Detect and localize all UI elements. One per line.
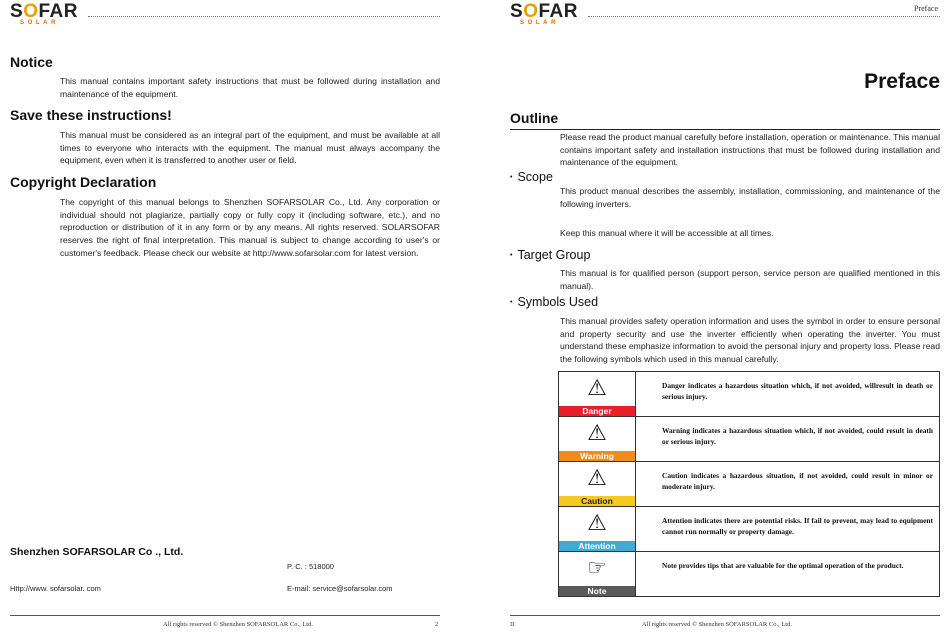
caution-description: Caution indicates a hazardous situation, if not avoided, could result in minor or moderate injury.: [636, 462, 940, 507]
bullet-icon: •: [510, 174, 513, 181]
warning-label: Warning: [559, 451, 635, 461]
danger-symbol: [559, 372, 636, 417]
target-group-heading: • Target Group: [510, 248, 591, 262]
danger-description: Danger indicates a hazardous situation which, if not avoided, willresult in death or serious injury.: [636, 372, 940, 417]
warning-triangle-icon: ⚠: [587, 375, 607, 400]
warning-triangle-icon: ⚠: [587, 465, 607, 490]
save-instructions-heading: Save these instructions!: [10, 107, 172, 123]
symbol-row-warning: [559, 417, 940, 462]
symbol-row-danger: [559, 372, 940, 417]
page-number: 2: [435, 621, 439, 628]
symbols-used-text: This manual provides safety operation information and uses the symbol in order to ensure personal and property security and use the inverter efficiently when operating the inverter. You must understand these emphasize information to avoid the personal injury and property loss. Please read the following symbols which used in this manual carefully.: [560, 316, 940, 365]
outline-text: Please read the product manual carefully before installation, operation or maintenance. This manual contains important safety and installation instructions that must be followed during installation and maintenance of the equipment.: [560, 132, 940, 168]
scope-heading: • Scope: [510, 170, 553, 184]
header-divider: [88, 16, 440, 17]
warning-description: Warning indicates a hazardous situation which, if not avoided, could result in death or serious injury.: [636, 417, 940, 462]
header-divider: [588, 16, 940, 17]
outline-divider: [510, 129, 940, 130]
attention-description: Attention indicates there are potential risks. If fail to prevent, may lead to equipment cannot run normally or property damage.: [636, 507, 940, 552]
warning-triangle-icon: ⚠: [587, 510, 607, 535]
scope-text: This product manual describes the assembly, installation, commissioning, and maintenance of the following inverters.: [560, 186, 940, 209]
postcode: P. C. : 518000: [287, 562, 334, 571]
note-description: Note provides tips that are valuable for the optimal operation of the product.: [636, 552, 940, 597]
attention-label: Attention: [559, 541, 635, 551]
save-instructions-text: This manual must be considered as an integral part of the equipment, and must be available at all times to everyone who interacts with the equipment. The manual must always accompany the equipment, even when it is transferred to another user or field.: [60, 130, 440, 166]
symbols-used-heading: • Symbols Used: [510, 295, 599, 309]
footer-divider: [10, 615, 440, 616]
page-number: II: [510, 621, 515, 628]
footer-text: All rights reserved © Shenzhen SOFARSOLAR Co., Ltd.: [163, 621, 313, 628]
scope-keep-text: Keep this manual where it will be accessible at all times.: [560, 228, 774, 238]
sofar-logo: SOFAR SOLAR: [510, 1, 578, 26]
bullet-icon: •: [510, 252, 513, 259]
warning-triangle-icon: ⚠: [587, 420, 607, 445]
note-label: Note: [559, 586, 635, 596]
symbol-row-note: [559, 552, 940, 597]
outline-heading: Outline: [510, 110, 559, 126]
symbol-row-attention: [559, 507, 940, 552]
notice-heading: Notice: [10, 54, 53, 70]
email-link[interactable]: E-mail: service@sofarsolar.com: [287, 584, 393, 593]
pointing-hand-icon: ☞: [587, 555, 607, 580]
footer-text: All rights reserved © Shenzhen SOFARSOLAR Co., Ltd.: [642, 621, 792, 628]
attention-symbol: [559, 507, 636, 552]
page-title: Preface: [864, 70, 940, 93]
footer-divider: [510, 615, 940, 616]
sofar-logo: SOFAR SOLAR: [10, 1, 78, 26]
website-link[interactable]: Http://www. sofarsolar. com: [10, 584, 101, 593]
caution-label: Caution: [559, 496, 635, 506]
warning-symbol: [559, 417, 636, 462]
danger-label: Danger: [559, 406, 635, 416]
copyright-heading: Copyright Declaration: [10, 174, 157, 190]
bullet-icon: •: [510, 299, 513, 306]
company-name: Shenzhen SOFARSOLAR Co ., Ltd.: [10, 546, 184, 558]
target-group-text: This manual is for qualified person (support person, service person are qualified mentioned in this manual).: [560, 268, 940, 291]
symbols-table: [558, 371, 940, 597]
caution-symbol: [559, 462, 636, 507]
symbol-row-caution: [559, 462, 940, 507]
copyright-text: The copyright of this manual belongs to Shenzhen SOFARSOLAR Co., Ltd. Any corporation or individual should not plagiarize, partially copy or fully copy it (including software, etc.), and no reproduction or distribution of it in any form or by any means. All rights reserved. SOLARSOFAR reserves the right of final interpretation. This manual is subject to change according to user's or customer's feedback. Please check our website at http://www.sofarsolar.com for latest version.: [60, 197, 440, 258]
notice-text: This manual contains important safety instructions that must be followed during installation and maintenance of the equipment.: [60, 76, 440, 99]
header-section-label: Preface: [914, 4, 938, 13]
note-symbol: [559, 552, 636, 597]
